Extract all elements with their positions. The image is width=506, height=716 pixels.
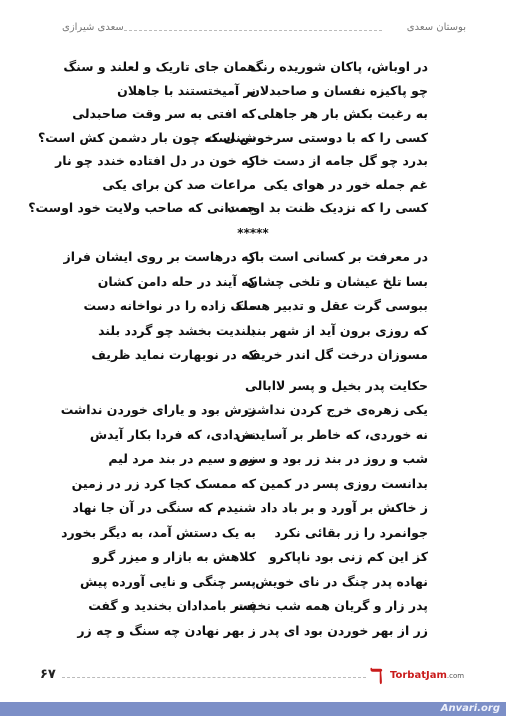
hemistich-second: به یک دستش آمد، به دیگر بخورد [61, 524, 256, 540]
couplet [0, 496, 506, 520]
hemistich-first: در اوباش، پاکان شوریده رنگ [250, 59, 428, 74]
hemistich-second: کلاهش به بازار و میزر گرو [92, 549, 256, 564]
hemistich-second: که افتی به سر وقت صاحبدلی [72, 106, 256, 121]
hemistich-second: نبینی که چون بار دشمن کش است؟ [37, 129, 256, 145]
hemistich-first: چو پاکیزه نفسان و صاحبدلان [249, 82, 428, 98]
page-header [62, 22, 466, 38]
couplet [0, 79, 506, 103]
hemistich-first: کسی را که نزدیک ظنت بد اوست [226, 200, 428, 215]
hemistich-second: نه دادی، که فردا بکار آیدش [89, 426, 256, 442]
hemistich-first: پدر زار و گریان همه شب نخفت [235, 598, 428, 613]
couplet [0, 343, 506, 367]
couplet [0, 126, 506, 150]
story-heading: حکایت پدر بخیل و پسر لاابالی [244, 378, 428, 393]
hemistich-second: بر آمیختستند با جاهلان [117, 82, 256, 98]
hemistich-first: به رغبت بکش بار هر جاهلی [257, 106, 428, 121]
hemistich-first: بدانست روزی پسر در کمین [259, 475, 428, 491]
page-number: ۶۷ [40, 667, 56, 682]
author-name: سعدی شیرازی [62, 22, 124, 33]
hemistich-first: زر از بهر خوردن بود ای پدر [260, 622, 428, 638]
hemistich-first: غم جمله خور در هوای یکی [263, 176, 428, 192]
hemistich-second: که درهاست بر روی ایشان فراز [63, 249, 256, 264]
hemistich-first: مسوزان درخت گل اندر خریف [246, 347, 428, 362]
watermark-bar [0, 702, 506, 716]
footer-rule [62, 677, 366, 678]
hemistich-first: نه خوردی، که خاطر بر آسایدش [236, 426, 428, 442]
couplet [0, 472, 506, 496]
couplet [0, 55, 506, 79]
hemistich-first: شب و روز در بند زر بود و سیم [238, 451, 428, 466]
couplet [0, 398, 506, 422]
couplet [0, 294, 506, 318]
hemistich-first: نهاده پدر چنگ در نای خویش [255, 573, 428, 589]
hemistich-second: مراعات صد کن برای یکی [102, 176, 256, 192]
couplet [0, 102, 506, 126]
hemistich-second: پسر بامدادان بخندید و گفت [88, 598, 256, 613]
page-footer [40, 665, 466, 689]
torbatjam-logo[interactable] [370, 665, 466, 687]
couplet [0, 545, 506, 569]
hemistich-second: که خون در دل افتاده خندد چو نار [55, 153, 256, 168]
hemistich-second: ز بهر نهادن چه سنگ و چه زر [77, 622, 256, 638]
couplet [0, 447, 506, 471]
hemistich-first: ز خاکش بر آورد و بر باد داد [260, 500, 428, 515]
couplet [0, 570, 506, 594]
hemistich-second: پسر چنگی و نایی آورده پیش [80, 573, 256, 589]
couplet [0, 319, 506, 343]
section-separator: ***** [237, 226, 269, 240]
hemistich-first: در معرفت بر کسانی است باز [247, 249, 428, 264]
logo-text [390, 670, 464, 681]
hemistich-first: یکی زهره‌ی خرج کردن نداشت [243, 402, 428, 417]
couplet [0, 173, 506, 197]
logo-mark-icon: ℸ [370, 664, 383, 688]
hemistich-second: زرش بود و یارای خوردن نداشت [60, 402, 256, 417]
hemistich-first: بدرد چو گل جامه از دست خار [247, 153, 428, 168]
hemistich-first: بسا تلخ عیشان و تلخی چشان [247, 273, 428, 289]
couplet [0, 423, 506, 447]
logo-name: TorbatJam [390, 670, 447, 681]
hemistich-second: همان جای تاریک و لعلند و سنگ [63, 59, 256, 74]
hemistich-second: که در نوبهارت نماید ظریف [91, 347, 256, 362]
hemistich-first: که روزی برون آید از شهر بند [249, 322, 428, 338]
hemistich-second: زر و سیم در بند مرد لیم [108, 451, 256, 466]
couplet [0, 245, 506, 269]
couplet [0, 619, 506, 643]
hemistich-first: کسی را که با دوستی سرخوش است [205, 129, 428, 145]
book-title: بوستان سعدی [406, 22, 466, 33]
hemistich-second: ملک زاده را در نواخانه دست [83, 298, 256, 313]
hemistich-first: ببوسی گرت عقل و تدبیر هست [235, 298, 428, 313]
hemistich-second: بلندیت بخشد چو گردد بلند [98, 322, 256, 338]
couplet [0, 270, 506, 294]
hemistich-second: شنیدم که سنگی در آن جا نهاد [72, 500, 256, 515]
header-rule [124, 30, 382, 31]
logo-domain: .com [446, 672, 465, 680]
couplet [0, 149, 506, 173]
hemistich-first: جوانمرد را زر بقائی نکرد [274, 524, 428, 540]
hemistich-second: که ممسک کجا کرد زر در زمین [71, 475, 256, 491]
hemistich-second: چه دانی که صاحب ولایت خود اوست؟ [28, 200, 256, 215]
couplet [0, 196, 506, 220]
watermark-text: Anvari.org [440, 703, 500, 714]
hemistich-first: کز این کم زنی بود ناپاکرو [268, 549, 428, 564]
hemistich-second: که آیند در حله دامن کشان [97, 273, 256, 289]
couplet [0, 594, 506, 618]
couplet [0, 521, 506, 545]
